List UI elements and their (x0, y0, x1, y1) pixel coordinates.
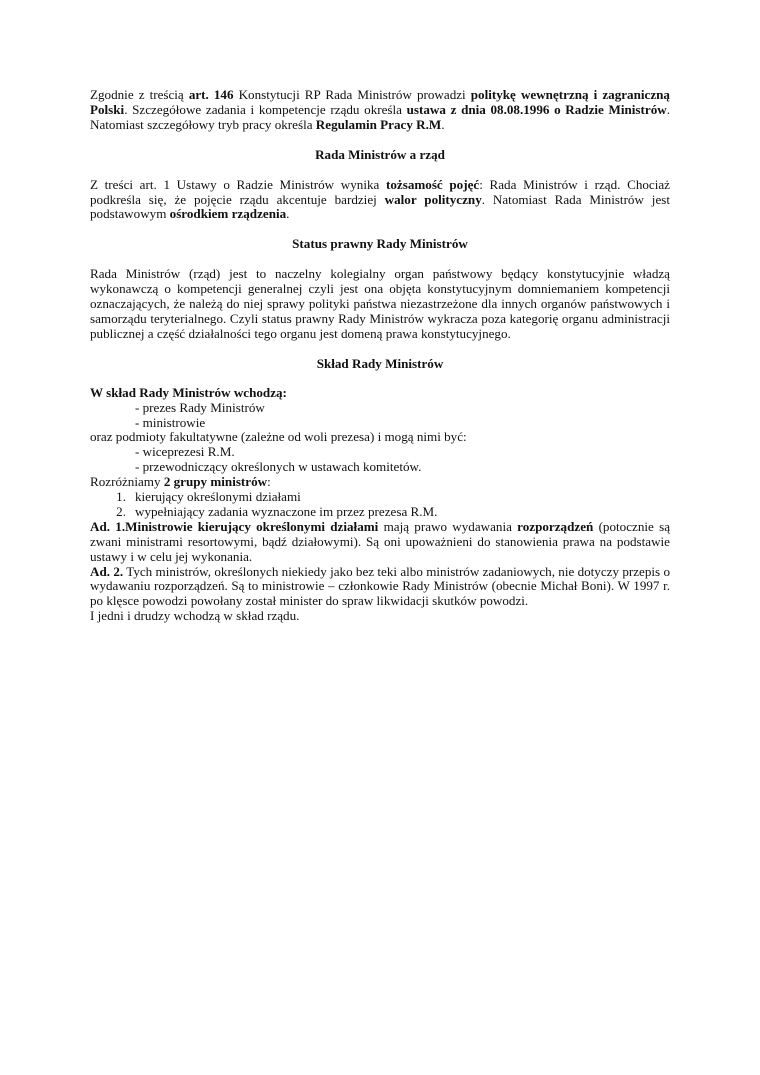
intro-text-5: . (441, 116, 445, 132)
section2-paragraph: Rada Ministrów (rząd) jest to naczelny kolegialny organ państwowy będący konstytucyjnie władzą wykonawczą o kompetencji generalnej czyli jest ona objęta konstytucyjnym domniemaniem kompetencji oznaczających, że należą do niej sprawy polityki państwa niezastrzeżone dla innych organów państwowych i samorządu teryterialnego. Czyli status prawny Rady Ministrów wykracza poza kategorię organu administracji publicznej a część działalności tego organu jest domeną prawa konstytucyjnego. (90, 266, 670, 341)
list-item-text: kierujący określonymi działami (135, 489, 301, 505)
list-item (90, 490, 670, 505)
closing-line: I jedni i drudzy wchodzą w skład rządu. (90, 608, 300, 624)
composition-heading (90, 386, 670, 401)
ad1-bold-regulations: rozporządzeń (517, 518, 594, 534)
list-item-text: wypełniający zadania wyznaczone im przez prezesa R.M. (135, 503, 438, 519)
intro-bold-policy: politykę wewnętrzną i zagraniczną Polski (90, 87, 670, 117)
ad2-text: Tych ministrów, określonych niekiedy jako bez teki albo ministrów zadaniowych, nie dotyczy przepis o wydawaniu rozporządzeń. Są to ministrowie – członkowie Rady Ministrów (obecnie Michał Boni). W 1997 r. po klęsce powodzi powołany został minister do spraw likwidacji skutków powodzi. (90, 563, 671, 609)
groups-bold: 2 grupy ministrów (163, 474, 268, 490)
mandatory-member-prime-minister: - prezes Rady Ministrów (135, 399, 265, 415)
section1-text-1: Z treści art. 1 Ustawy o Radzie Ministrów wynika (90, 176, 386, 192)
ad2-paragraph (90, 565, 670, 610)
list-item-number: 1. (116, 489, 126, 505)
intro-bold-article: art. 146 (188, 87, 234, 102)
section-title-rada-a-rzad: Rada Ministrów a rząd (315, 146, 445, 162)
section1-text-3: . Natomiast Rada Ministrów jest podstawowym (90, 191, 670, 222)
ad1-text-1: mają prawo wydawania (378, 518, 518, 534)
composition-heading-text: W skład Rady Ministrów wchodzą: (90, 384, 287, 400)
ad1-bold-heading: Ad. 1.Ministrowie kierujący określonymi działami (90, 518, 379, 534)
ad1-text-2: (potocznie są zwani ministrami resortowymi, bądź działowymi). Są oni upoważnieni do stanowienia prawa na podstawie ustawy i w celu jej wykonania. (90, 518, 671, 564)
intro-text-1: Zgodnie z treścią (90, 87, 189, 102)
section1-text-4: . (286, 206, 290, 222)
optional-member-committee-chairs: - przewodniczący określonych w ustawach komitetów. (135, 459, 422, 475)
document-page (90, 88, 670, 624)
optional-member-deputy-pm: - wiceprezesi R.M. (135, 444, 235, 460)
ad2-bold-heading: Ad. 2. (90, 563, 124, 579)
list-item-number: 2. (116, 503, 126, 519)
section1-bold-political: walor polityczny (384, 191, 482, 207)
minister-groups-intro (90, 475, 670, 490)
groups-text-1: Rozróżniamy (90, 474, 164, 490)
intro-text-2: Konstytucji RP Rada Ministrów prowadzi (233, 87, 471, 102)
intro-text-4: . Natomiast szczegółowy tryb pracy określa (90, 101, 670, 132)
intro-bold-act: ustawa z dnia 08.08.1996 o Radzie Ministrów (406, 101, 667, 117)
intro-paragraph (90, 88, 670, 133)
list-item (90, 505, 670, 520)
intro-bold-regulations: Regulamin Pracy R.M (315, 116, 442, 132)
optional-members-intro: oraz podmioty fakultatywne (zależne od woli prezesa) i mogą nimi być: (90, 429, 467, 445)
section1-bold-identity: tożsamość pojęć (386, 176, 480, 192)
section1-paragraph (90, 178, 670, 223)
section1-bold-center: ośrodkiem rządzenia (169, 206, 287, 222)
section1-text-2: : Rada Ministrów i rząd. Chociaż podkreśla się, że pojęcie rządu akcentuje bardziej (90, 176, 670, 207)
section-title-sklad: Skład Rady Ministrów (316, 355, 444, 371)
section-title-status-prawny: Status prawny Rady Ministrów (292, 236, 468, 252)
mandatory-member-ministers: - ministrowie (135, 414, 206, 430)
intro-text-3: . Szczegółowe zadania i kompetencje rządu określa (124, 101, 407, 117)
ad1-paragraph (90, 520, 670, 565)
groups-text-2: : (267, 474, 271, 490)
